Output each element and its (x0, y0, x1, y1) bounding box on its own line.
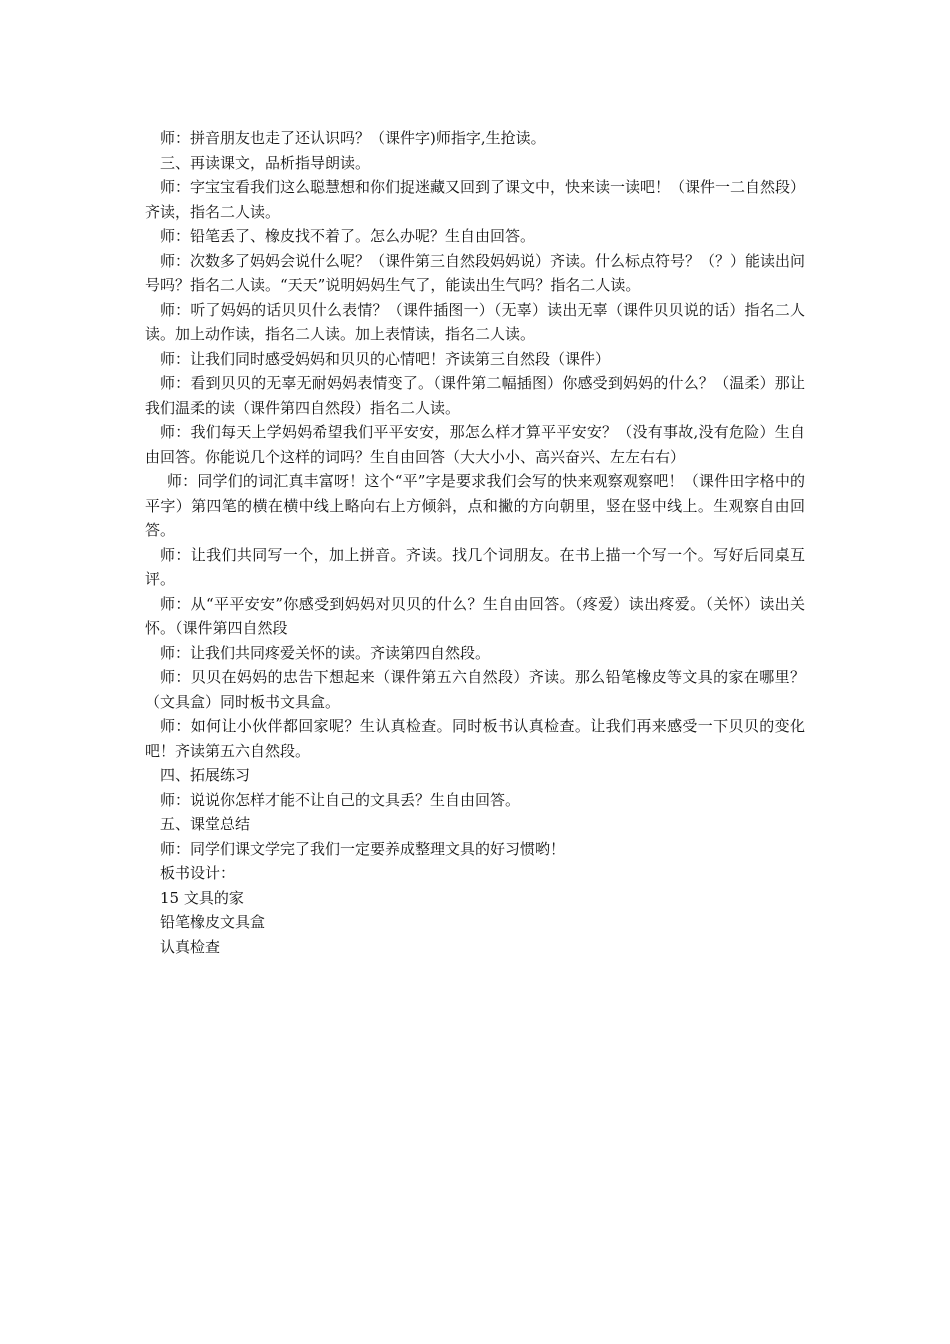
paragraph: 师：让我们共同疼爱关怀的读。齐读第四自然段。 (160, 643, 491, 662)
board-heading: 板书设计： (160, 864, 236, 882)
section-heading: 五、课堂总结 (160, 815, 251, 833)
paragraph: 师：同学们的词汇真丰富呀！这个“平”字是要求我们会写的快来观察观察吧！（课件田字格中的平字）第四笔的横在横中线上略向右上方倾斜，点和撇的方向朝里，竖在竖中线上。生观察自由回答。 (145, 472, 805, 539)
paragraph: 师：贝贝在妈妈的忠告下想起来（课件第五六自然段）齐读。那么铅笔橡皮等文具的家在哪里？（文具盒）同时板书文具盒。 (145, 668, 805, 711)
paragraph: 师：从“平平安安”你感受到妈妈对贝贝的什么？生自由回答。（疼爱）读出疼爱。（关怀）读出关怀。（课件第四自然段 (145, 594, 805, 637)
paragraph: 师：拼音朋友也走了还认识吗？（课件字)师指字,生抢读。 (160, 129, 546, 147)
section-heading: 四、拓展练习 (160, 766, 251, 784)
board-line: 铅笔橡皮文具盒 (160, 913, 266, 931)
board-line: 15 文具的家 (160, 888, 244, 907)
board-line: 认真检查 (160, 937, 221, 956)
paragraph: 师：同学们课文学完了我们一定要养成整理文具的好习惯哟！ (160, 839, 566, 858)
document-body (145, 126, 805, 959)
paragraph: 师：看到贝贝的无辜无耐妈妈表情变了。（课件第二幅插图）你感受到妈妈的什么？（温柔）那让我们温柔的读（课件第四自然段）指名二人读。 (145, 374, 805, 417)
paragraph: 师：说说你怎样才能不让自己的文具丢？生自由回答。 (160, 790, 521, 809)
paragraph: 师：铅笔丢了、橡皮找不着了。怎么办呢？生自由回答。 (160, 227, 536, 245)
paragraph: 师：次数多了妈妈会说什么呢？（课件第三自然段妈妈说）齐读。什么标点符号？（？）能读出问号吗？指名二人读。“天天”说明妈妈生气了，能读出生气吗？指名二人读。 (145, 251, 806, 294)
paragraph: 师：如何让小伙伴都回家呢？生认真检查。同时板书认真检查。让我们再来感受一下贝贝的变化吧！齐读第五六自然段。 (145, 717, 805, 760)
paragraph: 师：听了妈妈的话贝贝什么表情？（课件插图一）（无辜）读出无辜（课件贝贝说的话）指名二人读。加上动作读，指名二人读。加上表情读，指名二人读。 (145, 300, 805, 343)
paragraph: 师：让我们共同写一个，加上拼音。齐读。找几个词朋友。在书上描一个写一个。写好后同桌互评。 (145, 545, 805, 588)
paragraph: 师：让我们同时感受妈妈和贝贝的心情吧！齐读第三自然段（课件） (160, 349, 611, 368)
paragraph: 师：字宝宝看我们这么聪慧想和你们捉迷藏又回到了课文中，快来读一读吧！（课件一二自然段）齐读，指名二人读。 (145, 178, 806, 221)
paragraph: 师：我们每天上学妈妈希望我们平平安安，那怎么样才算平平安安？（没有事故,没有危险）生自由回答。你能说几个这样的词吗？生自由回答（大大小小、高兴奋兴、左左右右） (145, 423, 805, 466)
section-heading: 三、再读课文，品析指导朗读。 (160, 153, 371, 172)
board-design (145, 861, 805, 959)
